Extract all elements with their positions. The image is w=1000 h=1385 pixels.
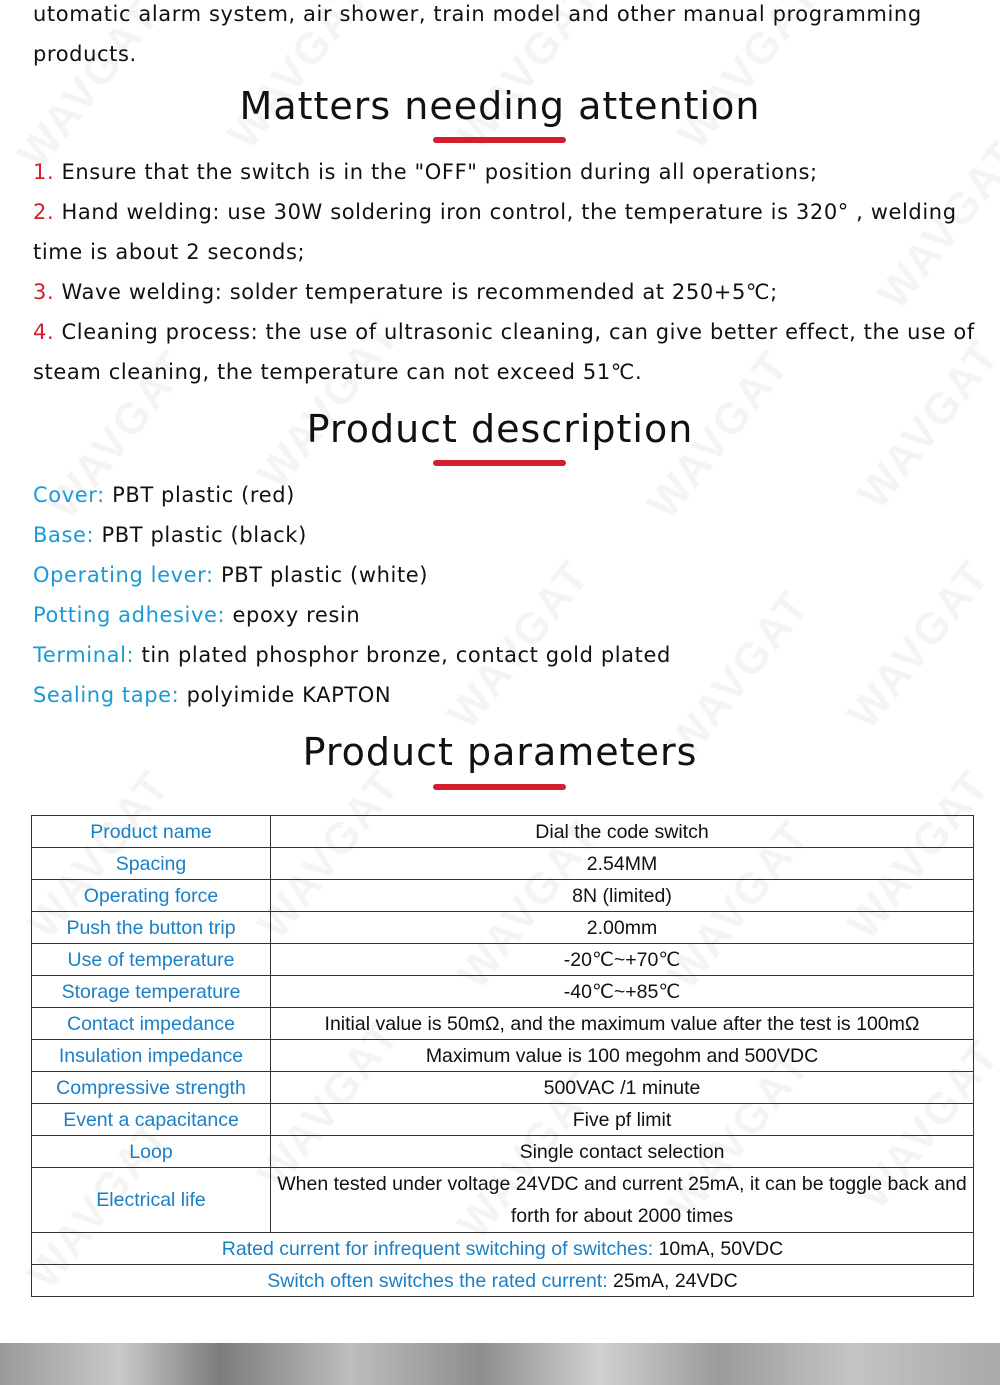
table-row — [32, 976, 974, 1008]
item-number: 1. — [33, 160, 55, 184]
param-name: Contact impedance — [32, 1008, 271, 1040]
description-value: polyimide KAPTON — [179, 683, 392, 707]
param-value: 8N (limited) — [271, 880, 974, 912]
table-row — [32, 1008, 974, 1040]
description-value: tin plated phosphor bronze, contact gold plated — [134, 643, 671, 667]
attention-item — [33, 192, 978, 272]
rated-label: Rated current for infrequent switching of switches: — [221, 1237, 654, 1260]
table-row — [32, 912, 974, 944]
table-row — [32, 1136, 974, 1168]
param-name: Product name — [32, 816, 271, 848]
description-label: Operating lever: — [33, 563, 214, 587]
description-list — [33, 475, 978, 715]
description-item — [33, 555, 978, 595]
table-row — [32, 816, 974, 848]
param-name: Insulation impedance — [32, 1040, 271, 1072]
param-name: Compressive strength — [32, 1072, 271, 1104]
description-item — [33, 595, 978, 635]
description-item — [33, 475, 978, 515]
table-row — [32, 848, 974, 880]
parameters-table — [31, 815, 974, 1297]
param-value: -20℃~+70℃ — [271, 944, 974, 976]
description-label: Terminal: — [33, 643, 135, 667]
rated-current-infrequent — [32, 1233, 974, 1265]
bottom-image-strip — [0, 1343, 1000, 1385]
item-text: Hand welding: use 30W soldering iron control, the temperature is 320° , welding time is about 2 seconds; — [33, 200, 957, 264]
table-row — [32, 1040, 974, 1072]
description-value: epoxy resin — [225, 603, 361, 627]
description-value: PBT plastic (black) — [94, 523, 307, 547]
table-row — [32, 1265, 974, 1297]
rated-label: Switch often switches the rated current: — [267, 1269, 608, 1292]
param-value: Single contact selection — [271, 1136, 974, 1168]
description-label: Base: — [33, 523, 95, 547]
param-value: 500VAC /1 minute — [271, 1072, 974, 1104]
attention-title-underline — [433, 137, 566, 143]
param-name: Event a capacitance — [32, 1104, 271, 1136]
description-item — [33, 515, 978, 555]
param-value: 2.00mm — [271, 912, 974, 944]
param-value: When tested under voltage 24VDC and current 25mA, it can be toggle back and forth for about 2000 times — [271, 1168, 974, 1233]
param-value: Five pf limit — [271, 1104, 974, 1136]
table-row — [32, 1233, 974, 1265]
item-number: 2. — [33, 200, 55, 224]
table-row — [32, 944, 974, 976]
table-row — [32, 1104, 974, 1136]
param-name: Use of temperature — [32, 944, 271, 976]
description-item — [33, 675, 978, 715]
description-item — [33, 635, 978, 675]
param-value: Initial value is 50mΩ, and the maximum value after the test is 100mΩ — [271, 1008, 974, 1040]
table-row — [32, 1072, 974, 1104]
attention-item — [33, 272, 978, 312]
intro-text: utomatic alarm system, air shower, train model and other manual programming products. — [33, 2, 922, 66]
attention-item — [33, 312, 978, 392]
description-value: PBT plastic (white) — [213, 563, 429, 587]
description-label: Sealing tape: — [33, 683, 180, 707]
param-value: Dial the code switch — [271, 816, 974, 848]
description-label: Potting adhesive: — [33, 603, 226, 627]
param-name: Loop — [32, 1136, 271, 1168]
param-value: -40℃~+85℃ — [271, 976, 974, 1008]
attention-list — [33, 152, 978, 392]
description-title-underline — [433, 460, 566, 466]
parameters-title: Product parameters — [302, 730, 698, 774]
attention-item — [33, 152, 978, 192]
item-text: Ensure that the switch is in the "OFF" position during all operations; — [54, 160, 818, 184]
description-label: Cover: — [33, 483, 105, 507]
item-number: 4. — [33, 320, 55, 344]
param-name: Storage temperature — [32, 976, 271, 1008]
parameters-title-underline — [433, 784, 566, 790]
param-value: 2.54MM — [271, 848, 974, 880]
table-row — [32, 1168, 974, 1233]
item-text: Wave welding: solder temperature is recommended at 250+5℃; — [54, 280, 778, 304]
item-number: 3. — [33, 280, 55, 304]
param-name: Electrical life — [32, 1168, 271, 1233]
param-name: Operating force — [32, 880, 271, 912]
table-row — [32, 880, 974, 912]
param-value: Maximum value is 100 megohm and 500VDC — [271, 1040, 974, 1072]
description-value: PBT plastic (red) — [104, 483, 295, 507]
param-name: Push the button trip — [32, 912, 271, 944]
attention-title: Matters needing attention — [239, 84, 761, 128]
description-title: Product description — [306, 407, 694, 451]
rated-value: 10mA, 50VDC — [653, 1237, 784, 1260]
param-name: Spacing — [32, 848, 271, 880]
item-text: Cleaning process: the use of ultrasonic cleaning, can give better effect, the use of steam cleaning, the temperature can not exceed 51℃. — [33, 320, 975, 384]
rated-current-often — [32, 1265, 974, 1297]
rated-value: 25mA, 24VDC — [607, 1269, 738, 1292]
